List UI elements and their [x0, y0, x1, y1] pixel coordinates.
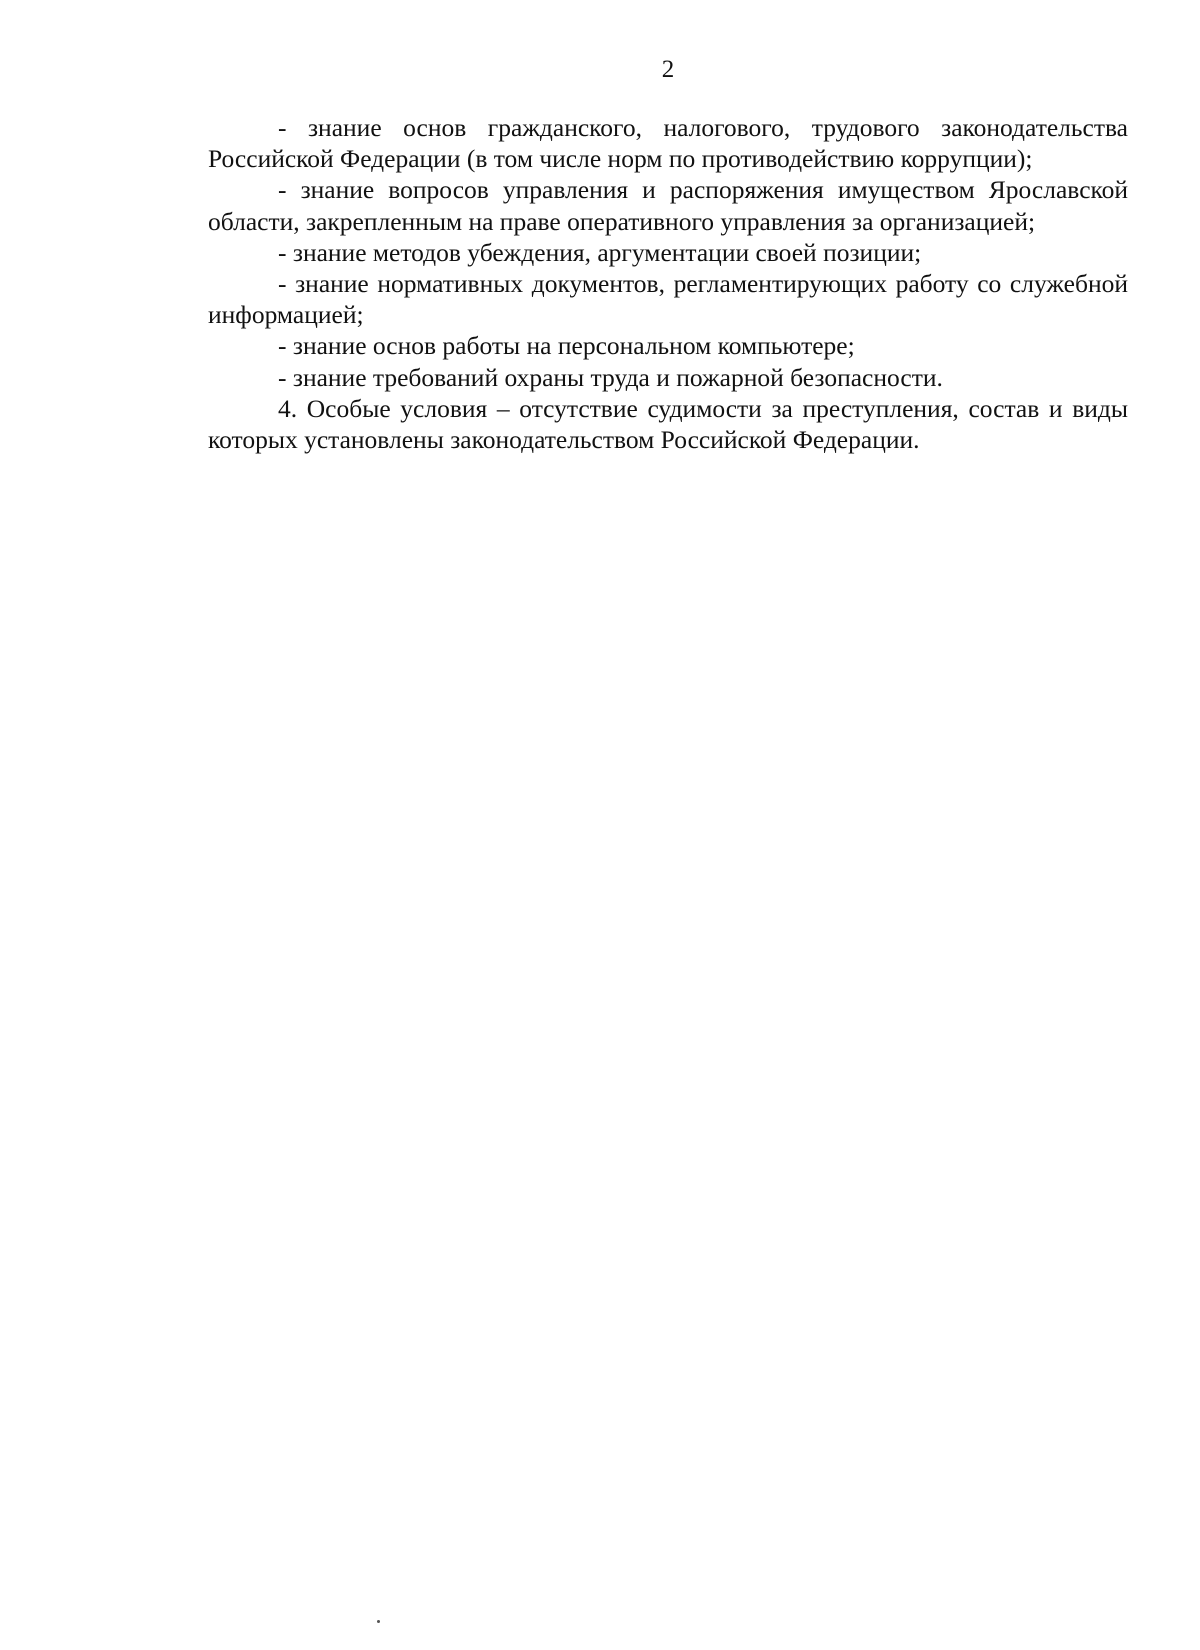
paragraph-regulatory-documents: - знание нормативных документов, регламентирующих работу со служебной информацией;: [208, 269, 1128, 330]
page-number: 2: [661, 56, 675, 83]
paragraph-special-conditions: 4. Особые условия – отсутствие судимости за преступления, состав и виды которых установлены законодательством Российской Федерации.: [208, 393, 1128, 455]
paragraph-persuasion-methods: - знание методов убеждения, аргументации своей позиции;: [278, 237, 922, 267]
paragraph-computer-skills: - знание основ работы на персональном компьютере;: [278, 331, 855, 361]
paragraph-civil-tax-labor-law: - знание основ гражданского, налогового, трудового законодательства Российской Федерации (в том числе норм по противодействию коррупции);: [208, 113, 1128, 174]
paragraph-labor-fire-safety: - знание требований охраны труда и пожарной безопасности.: [278, 362, 943, 392]
document-body: [208, 112, 1128, 455]
scan-speck: [377, 1620, 380, 1623]
paragraph-property-management: - знание вопросов управления и распоряжения имуществом Ярославской области, закрепленным на праве оперативного управления за организацией;: [208, 175, 1128, 236]
page-number-container: [0, 55, 1200, 85]
